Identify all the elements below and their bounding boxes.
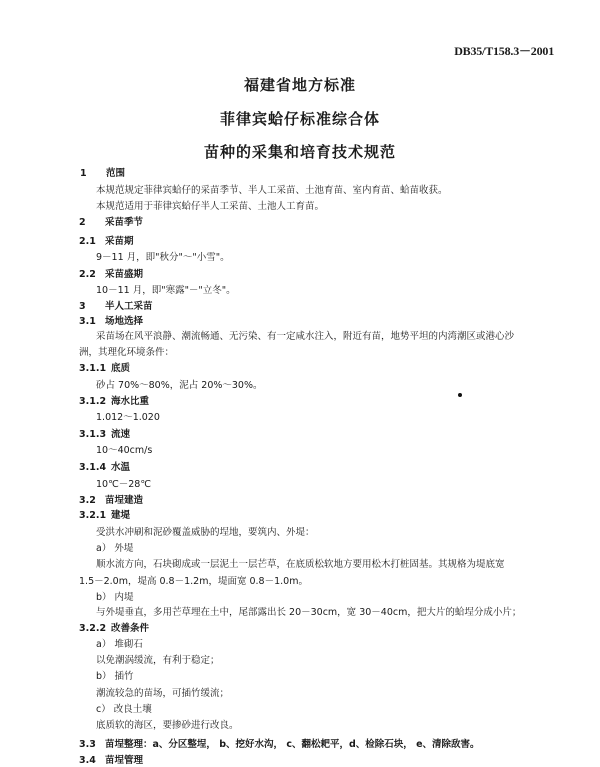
section-heading: [79, 429, 130, 441]
paragraph-text: 10～40cm/s: [96, 445, 153, 456]
section-heading: [79, 301, 153, 313]
body-text-line: [96, 688, 229, 700]
paragraph-text: 1.012～1.020: [96, 412, 160, 423]
section-number: 3.3: [79, 739, 96, 750]
paragraph-text: 10℃－28℃: [96, 479, 152, 490]
paragraph-text: 与外堤垂直，多用芒草埋在土中，尾部露出长 20－30cm，宽 30－40cm，把大片的蛤埕分成小片；: [96, 607, 522, 618]
section-number: 1: [80, 168, 87, 179]
section-heading: [79, 363, 130, 375]
section-number: 2.1: [79, 236, 96, 247]
body-text-line: [96, 185, 448, 197]
section-heading-text: 海水比重: [111, 396, 150, 407]
paragraph-text: c） 改良土壤: [96, 704, 152, 715]
body-text-line: [96, 527, 315, 539]
body-text-line: [96, 720, 239, 732]
paragraph-text: 受洪水冲刷和泥砂覆盖威胁的埕地，要筑内、外堤：: [96, 527, 315, 538]
section-heading: [79, 755, 143, 767]
section-heading-text: 采苗盛期: [105, 269, 144, 280]
section-heading-text: 流速: [111, 429, 131, 440]
section-heading: [79, 396, 149, 408]
body-text-line: [96, 201, 324, 213]
section-number: 3.4: [79, 755, 96, 766]
section-heading-text: 范围: [106, 168, 126, 179]
section-heading: [79, 623, 149, 635]
body-text-line: [96, 671, 134, 683]
section-number: 3.1.2: [79, 396, 107, 407]
paragraph-text: 砂占 70%～80%，泥占 20%～30%。: [96, 380, 263, 391]
section-heading-text: 改善条件: [111, 623, 150, 634]
body-text-line: [96, 543, 133, 555]
section-heading-text: 采苗期: [105, 236, 134, 247]
paragraph-text: 本规范规定菲律宾蛤仔的采苗季节、半人工采苗、土池育苗、室内育苗、蛤苗收获。: [96, 185, 448, 196]
section-heading: [79, 316, 143, 328]
section-heading-text: 建堤: [111, 510, 131, 521]
body-text-line: [96, 380, 263, 392]
section-heading: [80, 168, 125, 180]
section-number: 2: [79, 217, 86, 228]
body-text-line: [96, 412, 160, 424]
section-heading: [79, 495, 143, 507]
section-heading-text: 苗埕建造: [105, 495, 144, 506]
paragraph-text: 10－11 月，即"寒露"－"立冬"。: [96, 285, 236, 296]
section-number: 3.2: [79, 495, 96, 506]
body-text-line: [96, 331, 514, 343]
paragraph-text: 9－11 月，即"秋分"～"小雪"。: [96, 252, 230, 263]
doc-title-3: 苗种的采集和培育技术规范: [203, 143, 396, 161]
section-number: 3.1.3: [79, 429, 107, 440]
paragraph-text: 底质软的海区，要掺砂进行改良。: [96, 720, 239, 731]
paragraph-text: 洲，其理化环境条件：: [79, 347, 175, 358]
section-heading-text: 采苗季节: [105, 217, 144, 228]
section-heading: [79, 739, 480, 751]
doc-title-2: 菲律宾蛤仔标准综合体: [219, 110, 380, 128]
section-number: 2.2: [79, 269, 96, 280]
paragraph-text: 顺水流方向，石块砌成或一层泥土一层芒草，在底质松软地方要用松木打桩固基。其规格为堤底宽: [96, 559, 505, 570]
paragraph-text: b） 插竹: [96, 671, 134, 682]
paragraph-text: a） 堆砌石: [96, 639, 143, 650]
body-text-line: [79, 347, 174, 359]
paragraph-text: 采苗场在风平浪静、潮流畅通、无污染、有一定咸水注入，附近有苗，地势平坦的内湾潮区或港心沙: [96, 331, 515, 342]
paragraph-text: 潮流较急的苗场，可插竹缓流；: [96, 688, 230, 699]
body-text-line: [96, 639, 143, 651]
section-heading: [79, 269, 143, 281]
standard-code: DB35/T158.3－2001: [454, 44, 554, 58]
body-text-line: [96, 704, 152, 716]
section-heading-text: 场地选择: [105, 316, 144, 327]
section-number: 3.1.1: [79, 363, 107, 374]
paragraph-text: 本规范适用于菲律宾蛤仔半人工采苗、土池人工育苗。: [96, 201, 325, 212]
paragraph-text: b） 内堤: [96, 592, 134, 603]
section-heading-text: 苗埕管理: [105, 755, 144, 766]
section-heading: [79, 217, 143, 229]
section-number: 3.2.2: [79, 623, 107, 634]
body-text-line: [96, 607, 521, 619]
section-heading: [79, 236, 134, 248]
body-text-line: [96, 559, 505, 571]
paragraph-text: a） 外堤: [96, 543, 134, 554]
body-text-line: [96, 285, 236, 297]
body-text-line: [96, 655, 220, 667]
section-number: 3.1: [79, 316, 96, 327]
body-text-line: [96, 445, 152, 457]
section-number: 3: [79, 301, 86, 312]
body-text-line: [79, 576, 308, 588]
section-heading-text: 苗埕整理：a、分区整埕， b、挖好水沟， c、翻松耙平，d、检除石块， e、清除敌害。: [105, 739, 480, 750]
body-text-line: [96, 592, 134, 604]
stray-mark: [458, 393, 462, 397]
paragraph-text: 1.5－2.0m，堤高 0.8－1.2m，堤面宽 0.8－1.0m。: [79, 576, 308, 587]
section-heading-text: 水温: [111, 462, 131, 473]
section-heading: [79, 462, 130, 474]
doc-title-1: 福建省地方标准: [243, 76, 356, 94]
section-number: 3.1.4: [79, 462, 107, 473]
section-heading-text: 底质: [111, 363, 131, 374]
section-number: 3.2.1: [79, 510, 107, 521]
body-text-line: [96, 252, 230, 264]
paragraph-text: 以免潮涡缓流，有利于稳定；: [96, 655, 220, 666]
section-heading: [79, 510, 130, 522]
section-heading-text: 半人工采苗: [105, 301, 153, 312]
body-text-line: [96, 479, 151, 491]
